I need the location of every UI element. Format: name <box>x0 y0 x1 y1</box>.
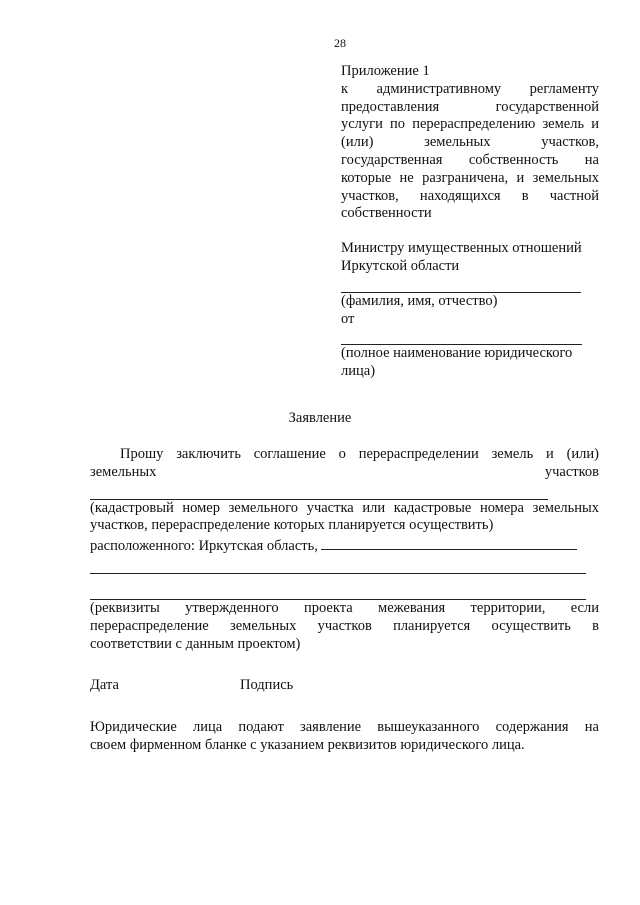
name-fill-line[interactable] <box>341 276 581 293</box>
application-body <box>90 446 599 755</box>
appendix-line: предоставления государственной <box>341 98 599 115</box>
appendix-title: Приложение 1 <box>341 63 430 79</box>
location-row <box>90 535 599 556</box>
legal-entity-fill-line[interactable] <box>341 328 582 345</box>
appendix-line: к административному регламенту <box>341 80 599 97</box>
appendix-line: участков, находящихся в частной <box>341 187 599 204</box>
legal-entity-caption: (полное наименование юридического <box>341 345 573 362</box>
request-word: земельных <box>90 463 157 480</box>
request-line <box>90 464 599 482</box>
appendix-line: собственности <box>341 205 432 222</box>
date-signature-row <box>90 677 599 695</box>
appendix-line: (или) земельных участков, <box>341 134 599 151</box>
project-caption: перераспределение земельных участков планируется осуществить в <box>90 617 599 634</box>
addressee-line: Иркутской области <box>341 257 460 274</box>
appendix-line: которые не разграничена, и земельных <box>341 169 599 186</box>
from-label: от <box>341 310 355 327</box>
appendix-line: государственная собственность на <box>341 151 599 168</box>
note-line: Юридические лица подают заявление вышеуказанного содержания на <box>90 719 599 736</box>
appendix-header <box>341 63 599 381</box>
location-fill-line-2[interactable] <box>90 556 586 574</box>
legal-entity-caption: лица) <box>341 363 376 380</box>
project-fill-line[interactable] <box>90 582 586 600</box>
cadastral-caption: участков, перераспределение которых планируется осуществить) <box>90 517 494 534</box>
name-caption: (фамилия, имя, отчество) <box>341 292 498 309</box>
project-caption: соответствии с данным проектом) <box>90 635 301 652</box>
request-line: Прошу заключить соглашение о перераспределении земель и (или) <box>120 446 599 462</box>
project-caption: (реквизиты утвержденного проекта межевания территории, если <box>90 599 599 616</box>
appendix-line: услуги по перераспределению земель и <box>341 116 599 133</box>
signature-label: Подпись <box>240 677 294 694</box>
date-label: Дата <box>90 677 119 694</box>
request-word: участков <box>544 463 599 480</box>
document-title: Заявление <box>288 410 352 426</box>
cadastral-fill-line[interactable] <box>90 482 548 500</box>
addressee-line: Министру имущественных отношений <box>341 240 582 257</box>
page-number: 28 <box>334 36 346 50</box>
location-label: расположенного: Иркутская область, <box>90 538 318 555</box>
note-line: своем фирменном бланке с указанием реквизитов юридического лица. <box>90 736 525 753</box>
location-fill-line[interactable] <box>321 535 577 550</box>
cadastral-caption: (кадастровый номер земельного участка или кадастровые номера земельных <box>90 499 599 516</box>
